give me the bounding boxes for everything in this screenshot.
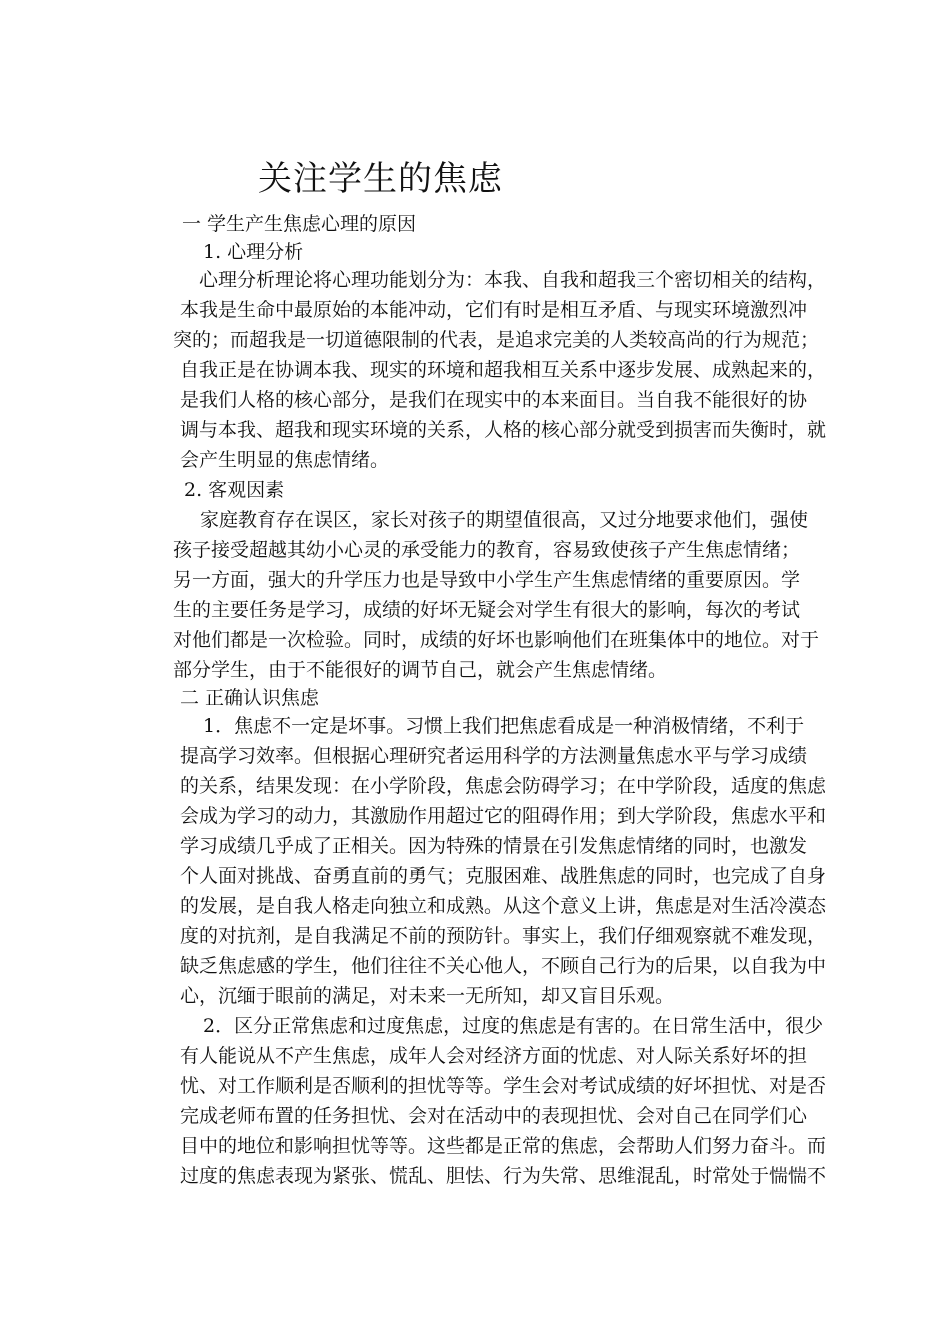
section-heading: 一 学生产生焦虑心理的原因 <box>182 213 417 235</box>
paragraph-line: 的发展，是自我人格走向独立和成熟。从这个意义上讲，焦虑是对生活冷漠态 <box>180 895 827 917</box>
paragraph-line: 学习成绩几乎成了正相关。因为特殊的情景在引发焦虑情绪的同时，也激发 <box>180 835 808 857</box>
paragraph-line: 对他们都是一次检验。同时，成绩的好坏也影响他们在班集体中的地位。对于 <box>173 629 820 651</box>
paragraph-line: 突的；而超我是一切道德限制的代表，是追求完美的人类较高尚的行为规范； <box>173 329 820 351</box>
paragraph-line: 本我是生命中最原始的本能冲动，它们有时是相互矛盾、与现实环境激烈冲 <box>180 299 808 321</box>
paragraph-line: 提高学习效率。但根据心理研究者运用科学的方法测量焦虑水平与学习成绩 <box>180 745 808 767</box>
paragraph-line: 的关系，结果发现：在小学阶段，焦虑会防碍学习；在中学阶段，适度的焦虑 <box>180 775 827 797</box>
paragraph-line: 家庭教育存在误区，家长对孩子的期望值很高，又过分地要求他们，强使 <box>200 509 809 531</box>
paragraph-line: 会产生明显的焦虑情绪。 <box>180 449 390 471</box>
paragraph-line: 完成老师布置的任务担忧、会对在活动中的表现担忧、会对自己在同学们心 <box>180 1105 808 1127</box>
paragraph-line: 目中的地位和影响担忧等等。这些都是正常的焦虑，会帮助人们努力奋斗。而 <box>180 1135 827 1157</box>
paragraph-line: 2．区分正常焦虑和过度焦虑，过度的焦虑是有害的。在日常生活中，很少 <box>203 1015 824 1037</box>
subsection-heading: 2. 客观因素 <box>184 479 285 501</box>
paragraph-line: 忧、对工作顺利是否顺利的担忧等等。学生会对考试成绩的好坏担忧、对是否 <box>180 1075 827 1097</box>
paragraph-line: 度的对抗剂，是自我满足不前的预防针。事实上，我们仔细观察就不难发现， <box>180 925 827 947</box>
paragraph-line: 个人面对挑战、奋勇直前的勇气；克服困难、战胜焦虑的同时，也完成了自身 <box>180 865 827 887</box>
subsection-heading: 1. 心理分析 <box>203 241 304 263</box>
paragraph-line: 心，沉缅于眼前的满足，对未来一无所知，却又盲目乐观。 <box>180 985 675 1007</box>
paragraph-line: 部分学生，由于不能很好的调节自己，就会产生焦虑情绪。 <box>173 659 668 681</box>
paragraph-line: 调与本我、超我和现实环境的关系，人格的核心部分就受到损害而失衡时，就 <box>180 419 827 441</box>
document-title: 关注学生的焦虑 <box>258 159 503 199</box>
paragraph-line: 有人能说从不产生焦虑，成年人会对经济方面的忧虑、对人际关系好坏的担 <box>180 1045 808 1067</box>
paragraph-line: 1．焦虑不一定是坏事。习惯上我们把焦虑看成是一种消极情绪，不利于 <box>203 715 805 737</box>
paragraph-line: 会成为学习的动力，其激励作用超过它的阻碍作用；到大学阶段，焦虑水平和 <box>180 805 827 827</box>
paragraph-line: 另一方面，强大的升学压力也是导致中小学生产生焦虑情绪的重要原因。学 <box>173 569 801 591</box>
paragraph-line: 过度的焦虑表现为紧张、慌乱、胆怯、行为失常、思维混乱，时常处于惴惴不 <box>180 1165 827 1187</box>
paragraph-line: 心理分析理论将心理功能划分为：本我、自我和超我三个密切相关的结构， <box>199 269 827 291</box>
paragraph-line: 生的主要任务是学习，成绩的好坏无疑会对学生有很大的影响，每次的考试 <box>173 599 801 621</box>
section-heading: 二 正确认识焦虑 <box>180 687 320 709</box>
paragraph-line: 是我们人格的核心部分，是我们在现实中的本来面目。当自我不能很好的协 <box>180 389 808 411</box>
paragraph-line: 孩子接受超越其幼小心灵的承受能力的教育，容易致使孩子产生焦虑情绪； <box>173 539 801 561</box>
paragraph-line: 缺乏焦虑感的学生，他们往往不关心他人，不顾自己行为的后果，以自我为中 <box>180 955 827 977</box>
paragraph-line: 自我正是在协调本我、现实的环境和超我相互关系中逐步发展、成熟起来的， <box>180 359 827 381</box>
